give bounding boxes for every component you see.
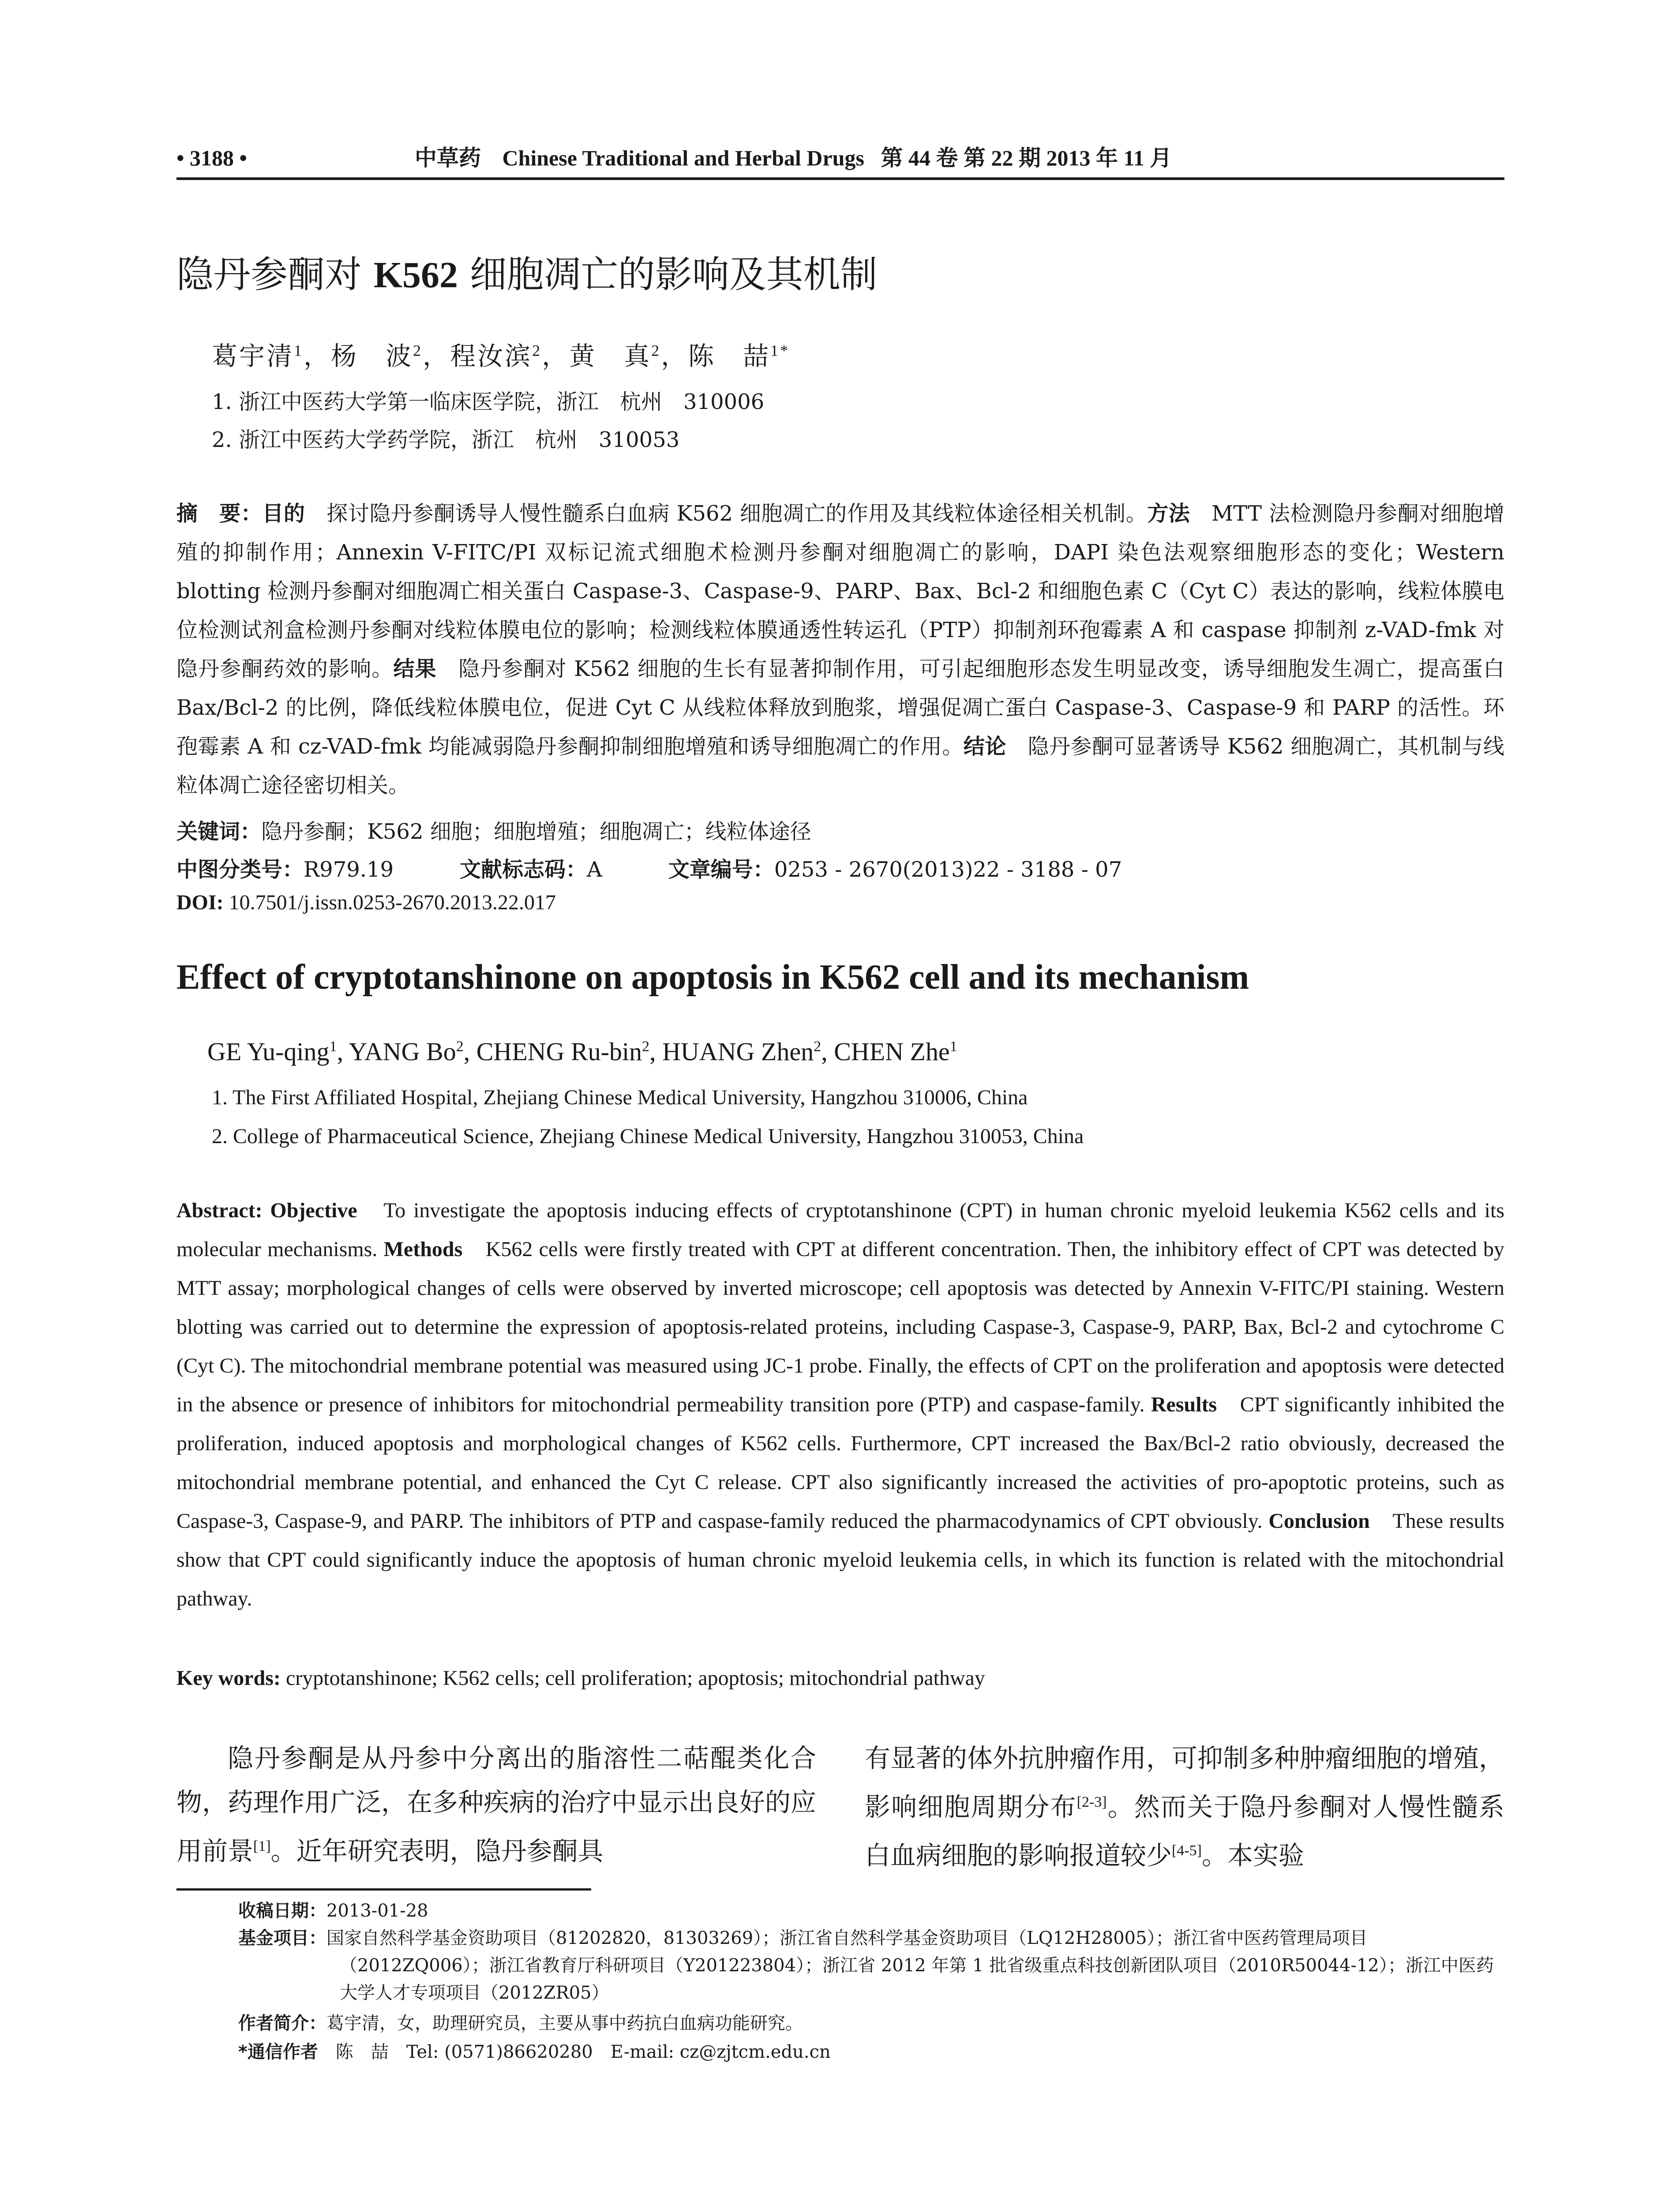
header-rule [176, 177, 1504, 180]
journal-info [415, 140, 1172, 176]
author: 黄 真 [569, 341, 652, 371]
en-affiliation-2: 2. College of Pharmaceutical Science, Zhejiang Chinese Medical University, Hangzhou 310053, China [212, 1125, 1084, 1148]
cn-classification: 中图分类号：R979.19 文献标志码：A 文章编号：0253 - 2670(2013)22 - 3188 - 07 [176, 857, 1122, 882]
body-column-right: 有显著的体外抗肿瘤作用，可抑制多种肿瘤细胞的增殖，影响细胞周期分布[2-3]。然而关于隐丹参酮对人慢性髓系白血病细胞的影响报道较少[4-5]。本实验 [865, 1743, 1505, 1871]
author: YANG Bo [349, 1037, 456, 1066]
author-bio: 作者简介：葛宇清，女，助理研究员，主要从事中药抗白血病功能研究。 [238, 2013, 803, 2033]
doi[interactable]: DOI: 10.7501/j.issn.0253-2670.2013.22.017 [176, 891, 556, 914]
cn-title: 隐丹参酮对 K562 细胞凋亡的影响及其机制 [176, 253, 878, 296]
citation[interactable]: [1] [253, 1838, 271, 1854]
en-authors: GE Yu-qing$^1$, YANG Bo$^2$, CHENG Ru-bin$^2$, HUANG Zhen$^2$, CHEN Zhe$^1$ [207, 1037, 957, 1066]
citation[interactable]: [2-3] [1076, 1794, 1107, 1810]
cn-authors: 葛宇清$^1$，杨 波$^2$，程汝滨$^2$，黄 真$^2$，陈 喆$^{1*}$ [212, 341, 790, 371]
en-abstract: Abstract: Objective To investigate the apoptosis inducing effects of cryptotanshinone (CPT) in human chronic myeloid leukemia K562 cells and its molecular mechanisms. Methods K562 cells were firstly treated with CPT at different concentration. Then, the inhibitory effect of CPT was detected by MTT assay; morphological changes of cells were observed by inverted microscope; cell apoptosis was detected by Annexin V-FITC/PI staining. Western blotting was carried out to determine the expression of apoptosis-related proteins, including Caspase-3, Caspase-9, PARP, Bax, Bcl-2 and cytochrome C (Cyt C). The mitochondrial membrane potential was measured using JC-1 probe. Finally, the effects of CPT on the proliferation and apoptosis were detected in the absence or presence of inhibitors for mitochondrial permeability transition pore (PTP) and caspase-family. Results CPT significantly inhibited the proliferation, induced apoptosis and morphological changes of K562 cells. Furthermore, CPT increased the Bax/Bcl-2 ratio obviously, decreased the mitochondrial membrane potential, and enhanced the Cyt C release. CPT also significantly increased the activities of pro-apoptotic proteins, such as Caspase-3, Caspase-9, and PARP. The inhibitors of PTP and caspase-family reduced the pharmacodynamics of CPT obviously. Conclusion These results show that CPT could significantly induce the apoptosis of human chronic myeloid leukemia cells, in which its function is related with the mitochondrial pathway. [176, 1199, 1505, 1610]
author: CHEN Zhe [834, 1037, 950, 1066]
author: 陈 喆 [688, 341, 771, 371]
author: 程汝滨 [450, 341, 532, 371]
running-header [176, 140, 1504, 176]
journal-name-en: Chinese Traditional and Herbal Drugs [502, 146, 864, 170]
body-column-left: 隐丹参酮是从丹参中分离出的脂溶性二萜醌类化合物，药理作用广泛，在多种疾病的治疗中显示出良好的应用前景[1]。近年研究表明，隐丹参酮具 [176, 1743, 817, 1866]
author: 葛宇清 [212, 341, 294, 371]
author: HUANG Zhen [662, 1037, 814, 1066]
page-number: • 3188 • [176, 146, 248, 170]
cn-abstract: 摘 要：目的 探讨隐丹参酮诱导人慢性髓系白血病 K562 细胞凋亡的作用及其线粒体途径相关机制。方法 MTT 法检测隐丹参酮对细胞增殖的抑制作用；Annexin V-FITC/PI 双标记流式细胞术检测丹参酮对细胞凋亡的影响，DAPI 染色法观察细胞形态的变化；Western blotting 检测丹参酮对细胞凋亡相关蛋白 Caspase-3、Caspase-9、PARP、Bax、Bcl-2 和细胞色素 C（Cyt C）表达的影响，线粒体膜电位检测试剂盒检测丹参酮对线粒体膜电位的影响；检测线粒体膜通透性转运孔（PTP）抑制剂环孢霉素 A 和 caspase 抑制剂 z-VAD-fmk 对隐丹参酮药效的影响。结果 隐丹参酮对 K562 细胞的生长有显著抑制作用，可引起细胞形态发生明显改变，诱导细胞发生凋亡，提高蛋白 Bax/Bcl-2 的比例，降低线粒体膜电位，促进 Cyt C 从线粒体释放到胞浆，增强促凋亡蛋白 Caspase-3、Caspase-9 和 PARP 的活性。环孢霉素 A 和 cz-VAD-fmk 均能减弱隐丹参酮抑制细胞增殖和诱导细胞凋亡的作用。结论 隐丹参酮可显著诱导 K562 细胞凋亡，其机制与线粒体凋亡途径密切相关。 [176, 501, 1504, 798]
cn-affiliation-2: 2. 浙江中医药大学药学院，浙江 杭州 310053 [212, 428, 680, 452]
corresponding-author: *通信作者 陈 喆 Tel: (0571)86620280 E-mail: cz@zjtcm.edu.cn [238, 2042, 831, 2062]
cn-affiliation-1: 1. 浙江中医药大学第一临床医学院，浙江 杭州 310006 [212, 390, 765, 414]
journal-issue: 第 44 卷 第 22 期 2013 年 11 月 [881, 146, 1172, 170]
citation[interactable]: [4-5] [1172, 1842, 1202, 1859]
en-keywords: Key words: cryptotanshinone; K562 cells; cell proliferation; apoptosis; mitochondrial pathway [176, 1666, 985, 1690]
en-title: Effect of cryptotanshinone on apoptosis in K562 cell and its mechanism [176, 958, 1249, 997]
footnote-rule [176, 1888, 591, 1891]
journal-name-cn: 中草药 [415, 145, 481, 171]
author: CHENG Ru-bin [476, 1037, 642, 1066]
author: GE Yu-qing [207, 1037, 330, 1066]
cn-keywords: 关键词：隐丹参酮；K562 细胞；细胞增殖；细胞凋亡；线粒体途径 [176, 819, 811, 844]
author: 杨 波 [331, 341, 413, 371]
funding: 基金项目：国家自然科学基金资助项目（81202820，81303269）；浙江省自然科学基金资助项目（LQ12H28005）；浙江省中医药管理局项目（2012ZQ006）；浙江省教育厅科研项目（Y201223804）；浙江省 2012 年第 1 批省级重点科技创新团队项目（2010R50044-12）；浙江中医药大学人才专项项目（2012ZR05） [238, 1928, 1494, 2003]
en-affiliation-1: 1. The First Affiliated Hospital, Zhejiang Chinese Medical University, Hangzhou 310006, China [212, 1086, 1028, 1109]
received-date: 收稿日期：2013-01-28 [238, 1901, 428, 1921]
